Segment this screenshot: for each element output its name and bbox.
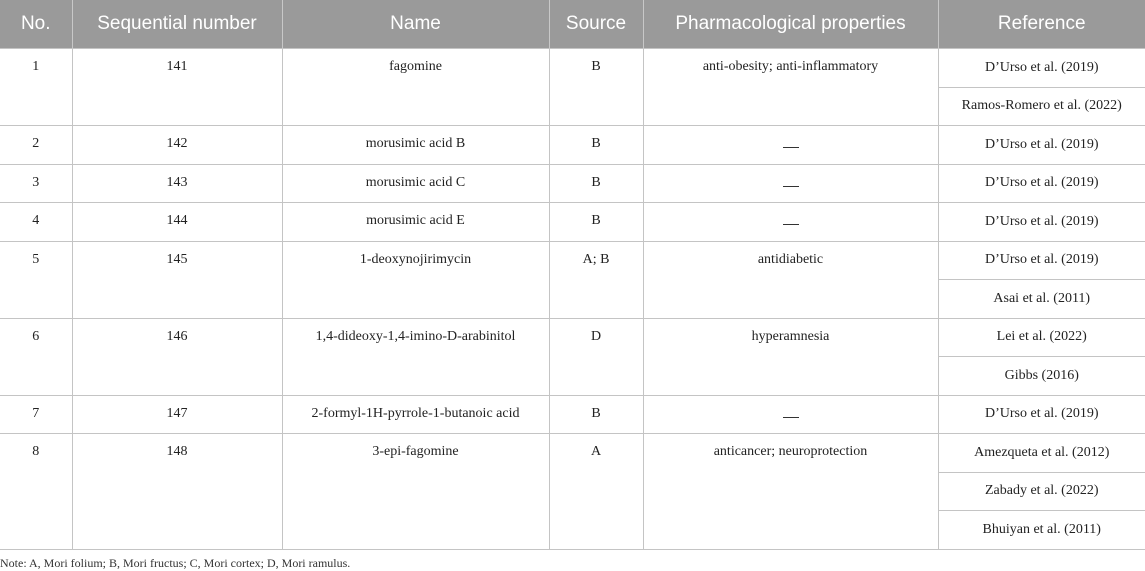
cell-reference: Asai et al. (2011): [938, 280, 1145, 319]
cell-source: A: [549, 434, 643, 550]
cell-no: 2: [0, 126, 72, 165]
cell-name: 2-formyl-1H-pyrrole-1-butanoic acid: [282, 395, 549, 434]
cell-source: A; B: [549, 241, 643, 318]
empty-value-dash: [783, 175, 799, 187]
cell-reference: D’Urso et al. (2019): [938, 395, 1145, 434]
cell-pharmacological-properties: [643, 126, 938, 165]
cell-reference: D’Urso et al. (2019): [938, 203, 1145, 242]
cell-source: B: [549, 49, 643, 126]
cell-name: 1,4-dideoxy-1,4-imino-D-arabinitol: [282, 318, 549, 395]
cell-reference: D’Urso et al. (2019): [938, 126, 1145, 165]
cell-sequential-number: 145: [72, 241, 282, 318]
cell-name: 3-epi-fagomine: [282, 434, 549, 550]
cell-source: B: [549, 395, 643, 434]
cell-pharmacological-properties: hyperamnesia: [643, 318, 938, 395]
cell-no: 1: [0, 49, 72, 126]
cell-name: morusimic acid E: [282, 203, 549, 242]
table-row: [0, 126, 1145, 165]
empty-value-dash: [783, 406, 799, 418]
cell-pharmacological-properties: [643, 203, 938, 242]
table-note: Note: A, Mori folium; B, Mori fructus; C, Mori cortex; D, Mori ramulus.: [0, 556, 351, 570]
header-sequential-number: Sequential number: [72, 0, 282, 49]
cell-source: B: [549, 164, 643, 203]
cell-pharmacological-properties: anti-obesity; anti-inflammatory: [643, 49, 938, 126]
header-no: No.: [0, 0, 72, 49]
cell-no: 3: [0, 164, 72, 203]
cell-source: B: [549, 203, 643, 242]
cell-source: B: [549, 126, 643, 165]
table-row: [0, 241, 1145, 280]
header-name: Name: [282, 0, 549, 49]
cell-reference: D’Urso et al. (2019): [938, 164, 1145, 203]
cell-name: fagomine: [282, 49, 549, 126]
cell-no: 8: [0, 434, 72, 550]
cell-name: morusimic acid B: [282, 126, 549, 165]
table-row: [0, 49, 1145, 88]
cell-sequential-number: 148: [72, 434, 282, 550]
cell-reference: Bhuiyan et al. (2011): [938, 511, 1145, 550]
header-reference: Reference: [938, 0, 1145, 49]
header-source: Source: [549, 0, 643, 49]
table-row: [0, 318, 1145, 357]
table-row: [0, 164, 1145, 203]
cell-source: D: [549, 318, 643, 395]
cell-pharmacological-properties: [643, 164, 938, 203]
cell-sequential-number: 144: [72, 203, 282, 242]
cell-reference: Gibbs (2016): [938, 357, 1145, 396]
empty-value-dash: [783, 136, 799, 148]
cell-sequential-number: 141: [72, 49, 282, 126]
cell-reference: D’Urso et al. (2019): [938, 241, 1145, 280]
table-row: [0, 395, 1145, 434]
cell-no: 6: [0, 318, 72, 395]
header-pharmacological-properties: Pharmacological properties: [643, 0, 938, 49]
cell-sequential-number: 142: [72, 126, 282, 165]
cell-reference: Lei et al. (2022): [938, 318, 1145, 357]
cell-reference: Ramos-Romero et al. (2022): [938, 87, 1145, 126]
cell-sequential-number: 143: [72, 164, 282, 203]
cell-no: 7: [0, 395, 72, 434]
cell-pharmacological-properties: [643, 395, 938, 434]
cell-pharmacological-properties: antidiabetic: [643, 241, 938, 318]
cell-sequential-number: 147: [72, 395, 282, 434]
header-row: [0, 0, 1145, 49]
cell-reference: Amezqueta et al. (2012): [938, 434, 1145, 473]
empty-value-dash: [783, 213, 799, 225]
cell-pharmacological-properties: anticancer; neuroprotection: [643, 434, 938, 550]
table-body: [0, 49, 1145, 550]
cell-no: 5: [0, 241, 72, 318]
cell-reference: D’Urso et al. (2019): [938, 49, 1145, 88]
table-row: [0, 203, 1145, 242]
table-row: [0, 434, 1145, 473]
cell-sequential-number: 146: [72, 318, 282, 395]
cell-name: 1-deoxynojirimycin: [282, 241, 549, 318]
cell-name: morusimic acid C: [282, 164, 549, 203]
cell-no: 4: [0, 203, 72, 242]
cell-reference: Zabady et al. (2022): [938, 472, 1145, 511]
